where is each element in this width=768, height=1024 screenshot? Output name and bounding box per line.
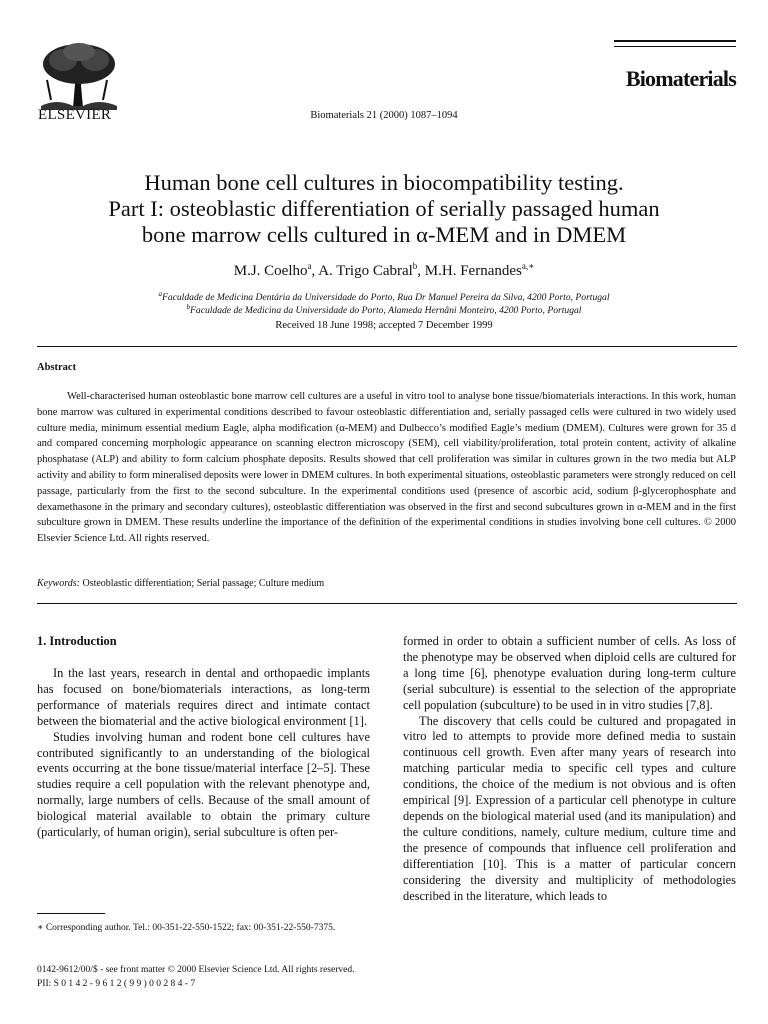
author-affiliation-mark: a [307,261,312,271]
paragraph: In the last years, research in dental and orthopaedic implants has focused on bone/biomaterials interactions, as long-term performance of materials requires direct and intimate contact between the biomaterial and the active biological environment [1]. [37,666,370,728]
footnote-rule [37,913,105,914]
section-heading: 1. Introduction [37,634,117,648]
pii-line: PII: S 0 1 4 2 - 9 6 1 2 ( 9 9 ) 0 0 2 8 4 - 7 [37,979,196,989]
paragraph: Studies involving human and rodent bone cell cultures have contributed significantly to an understanding of the biological events occurring at the bone tissue/material interface [2–5]. These studies require a cell population with the relevant phenotype and, normally, large numbers of cells. Because of the small amount of biological material available to obtain the primary culture (particularly, of human origin), serial subculture is often per- [37,729,370,840]
author-name: M.H. Fernandes [424,263,522,279]
received-dates: Received 18 June 1998; accepted 7 December 1999 [275,320,493,331]
paper-title [40,170,728,248]
publisher-name: ELSEVIER [38,107,112,123]
title-line: bone marrow cells cultured in α-MEM and in DMEM [141,222,627,247]
paragraph: formed in order to obtain a sufficient number of cells. As loss of the phenotype may be observed when diploid cells are cultured for a long time [6], phenotype evaluation during long-term culture (serial subculture) is essential to the selection of the appropriate cell population (subculture) to be used in in vitro studies [7,8]. [403,634,736,712]
affiliation: $^a$Faculdade de Medicina Dentária da Universidade do Porto, Rua Dr Manuel Pereira da Silva, 4200 Porto, Portugal [158,290,610,304]
author-affiliation-mark: b [412,261,418,271]
copyright-line: 0142-9612/00/$ - see front matter © 2000 Elsevier Science Ltd. All rights reserved. [37,965,355,975]
keywords-label: Keywords: [37,578,80,589]
keywords-text: Osteoblastic differentiation; Serial passage; Culture medium [82,578,325,589]
footnote: ∗ Corresponding author. Tel.: 00-351-22-550-1522; fax: 00-351-22-550-7375. [37,923,336,933]
keywords [37,578,324,589]
author-list: M.J. Coelho$^a$, A. Trigo Cabral$^b$, M.H. Fernandes$^{a,∗}$ [233,261,535,279]
affiliation: $^b$Faculdade de Medicina da Universidade do Porto, Alameda Hernâni Monteiro, 4200 Porto, Portugal [186,303,582,317]
header-rule-thin [614,46,736,47]
header-rule [614,40,736,42]
paragraph: The discovery that cells could be cultured and propagated in vitro led to attempts to provide more defined media to sustain continuous cell growth. Even after many years of research into matching particular media to specific cell types and culture conditions, the choice of the medium is not obvious and is often empirical [9]. Expression of a particular cell phenotype in culture depends on the biological material used (and its manipulation) and the culture conditions, namely, culture medium, culture time and the presence of compounds that influence cell proliferation and differentiation [10]. This is a matter of particular concern considering the diversity and multiplicity of methodologies described in the literature, which leads to [403,713,736,903]
journal-name: Biomaterials [625,66,736,91]
journal-reference: Biomaterials 21 (2000) 1087–1094 [310,110,458,121]
author-name: M.J. Coelho [233,263,308,279]
abstract-heading: Abstract [37,362,77,373]
title-line: Human bone cell cultures in biocompatibility testing. [144,170,624,195]
title-line: Part I: osteoblastic differentiation of serially passaged human [108,196,660,221]
abstract-text: Well-characterised human osteoblastic bone marrow cell cultures are a useful in vitro tool to analyse bone tissue/biomaterials interactions. In this work, human bone marrow was cultured in experimental conditions described to favour osteoblastic differentiation and, serially passaged cells were cultured in two widely used culture media, minimum essential medium Eagle, alpha modification (α-MEM) and Dulbecco’s modified Eagle’s medium (DMEM). Cultures were grown for 35 d and compared concerning morphologic appearance on scanning electron microscopy (SEM), cell viability/proliferation, total protein content, activity of alkaline phosphatase (ALP) and ability to form calcium phosphate deposits. Results showed that cell proliferation was similar in cultures grown in the two media but ALP activity and ability to form mineralised deposits were lower in DMEM cultures. In both experimental situations, osteoblastic parameters were strongly reduced on cell passage, particularly from the first to the second subculture. In the experimental conditions used (presence of ascorbic acid, sodium β-glycerophosphate and dexamethasone in the primary and secondary cultures), osteoblastic differentiation was observed in the first and second subcultures grown in α-MEM and in the first subculture grown in DMEM. These results underline the importance of the definition of the experimental conditions in studies involving bone cell cultures. © 2000 Elsevier Science Ltd. All rights reserved. [37,391,736,545]
author-name: A. Trigo Cabral [318,263,413,279]
divider [37,346,737,347]
divider [37,603,737,604]
author-affiliation-mark: a,∗ [521,261,535,271]
body-column-left [37,666,370,841]
body-column-right [403,634,736,904]
